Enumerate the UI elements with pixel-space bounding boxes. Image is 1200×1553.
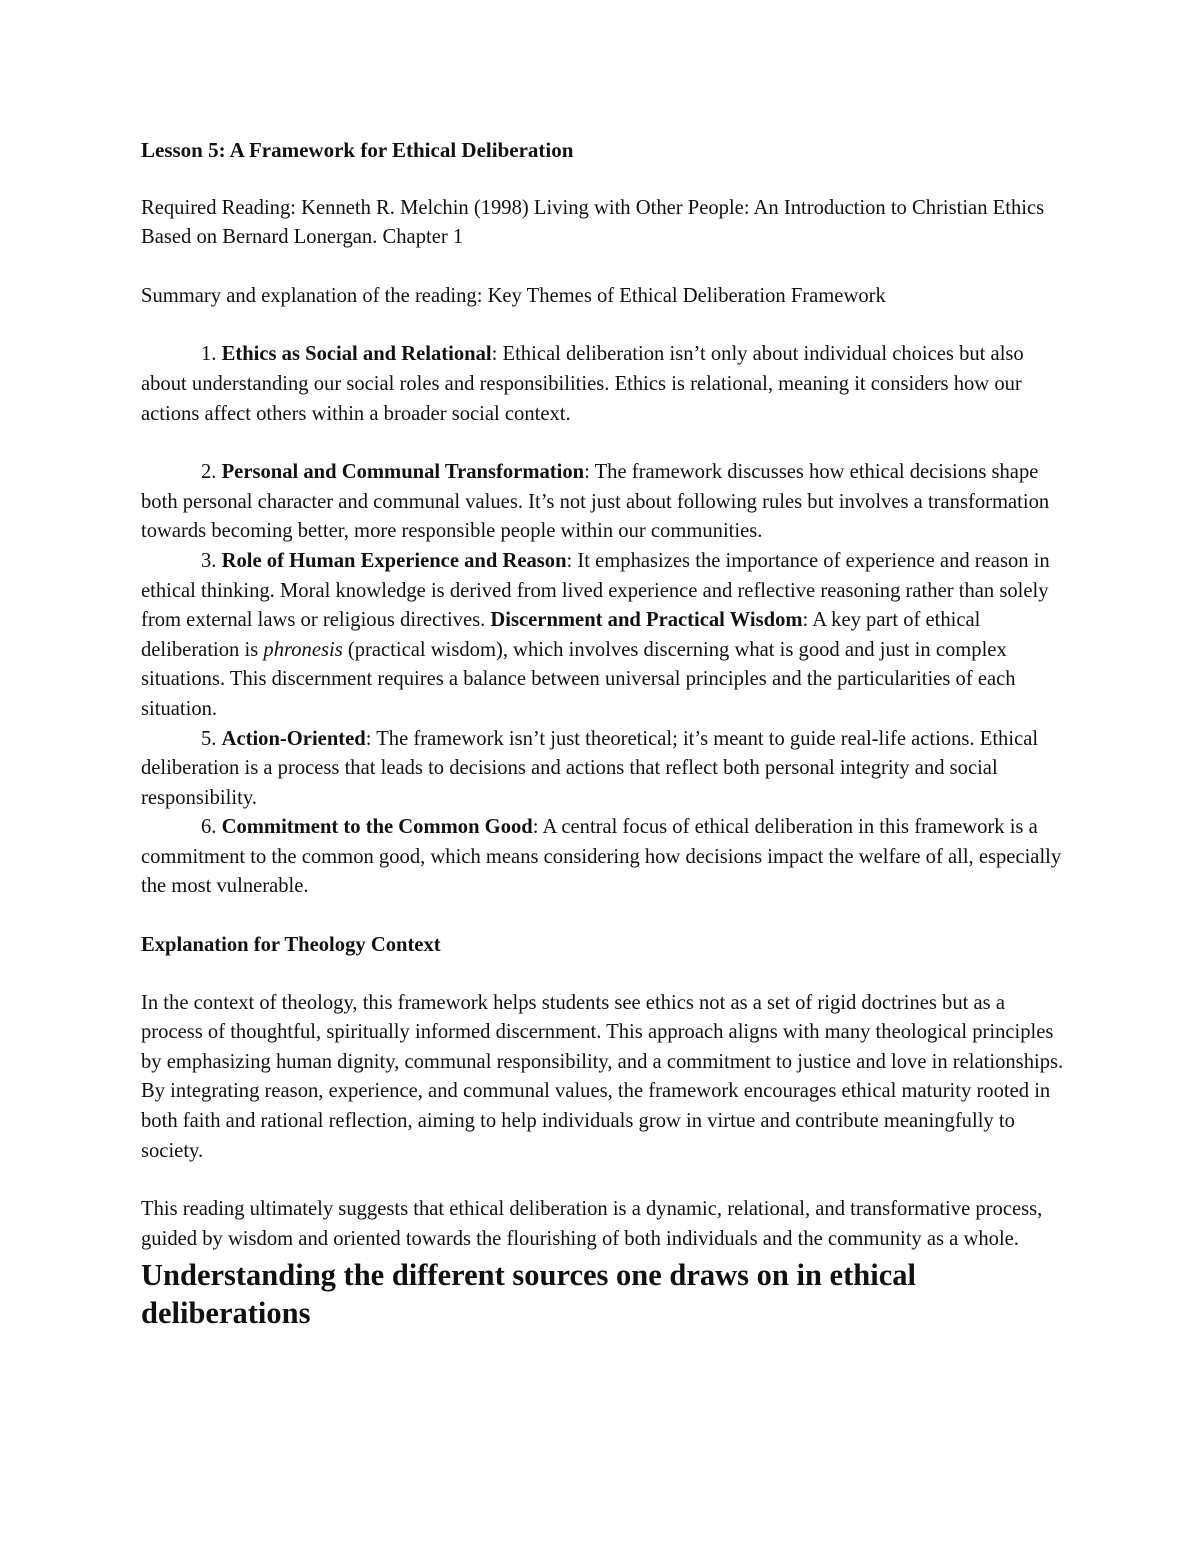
theme-number: 3. [201,549,222,572]
theme-text: : The framework isn’t just theoretical; it’s meant to guide real-life actions. Ethical deliberation is a process that leads to decisions and actions that reflect both personal integrity and social responsibility. [141,727,1039,809]
theme-item-1 [141,340,1071,429]
theme-subheading: Discernment and Practical Wisdom [490,609,803,632]
theme-number: 6. [201,816,222,839]
theme-item-2 [141,458,1071,547]
conclusion-paragraph: This reading ultimately suggests that ethical deliberation is a dynamic, relational, and transformative process, guided by wisdom and oriented towards the flourishing of both individuals and the community as a whole. [141,1198,1043,1250]
theme-number: 5. [201,727,222,750]
theme-heading: Personal and Communal Transformation [221,461,585,484]
theme-heading: Commitment to the Common Good [221,816,533,839]
theology-paragraph: In the context of theology, this framework helps students see ethics not as a set of rigid doctrines but as a process of thoughtful, spiritually informed discernment. This approach aligns with many theological principles by emphasizing human dignity, communal responsibility, and a commitment to justice and love in relationships. By integrating reason, experience, and communal values, the framework encourages ethical maturity rooted in both faith and rational reflection, aiming to help individuals grow in virtue and contribute meaningfully to society. [141,991,1064,1162]
theme-text: : It emphasizes the importance of experience and reason in ethical thinking. Moral knowledge is derived from lived experience and reflective reasoning rather than solely from external laws or religious directives. [141,549,1050,632]
theology-heading: Explanation for Theology Context [141,934,441,957]
theme-text: : Ethical deliberation isn’t only about individual choices but also about understanding our social roles and responsibilities. Ethics is relational, meaning it considers how our actions affect others within a broader social context. [141,343,1024,425]
theme-text: : A central focus of ethical deliberation in this framework is a commitment to the common good, which means considering how decisions impact the welfare of all, especially the most vulnerable. [141,816,1062,898]
theme-number: 2. [201,461,222,484]
required-reading: Required Reading: Kenneth R. Melchin (1998) Living with Other People: An Introduction to Christian Ethics Based on Bernard Lonergan. Chapter 1 [141,196,1045,249]
document-page [141,136,1071,1332]
sources-heading: Understanding the different sources one draws on in ethical deliberations [141,1258,916,1331]
theme-item-5 [141,725,1071,814]
lesson-title: Lesson 5: A Framework for Ethical Deliberation [141,138,574,162]
theme-heading: Ethics as Social and Relational [221,343,492,366]
theme-number: 1. [201,343,222,366]
theme-text-2a: : A key part of ethical deliberation is [141,609,981,661]
theme-heading: Role of Human Experience and Reason [221,549,567,572]
theme-item-3 [141,547,1071,725]
theme-text: : The framework discusses how ethical decisions shape both personal character and communal values. It’s not just about following rules but involves a transformation towards becoming better, more responsible people within our communities. [141,461,1050,543]
theme-heading: Action-Oriented [221,727,366,750]
summary-intro: Summary and explanation of the reading: Key Themes of Ethical Deliberation Framework [141,284,886,307]
theme-text-2b: (practical wisdom), which involves discerning what is good and just in complex situations. This discernment requires a balance between universal principles and the particularities of each situation. [141,638,1016,720]
theme-item-6 [141,813,1071,902]
phronesis-term: phronesis [263,638,343,661]
